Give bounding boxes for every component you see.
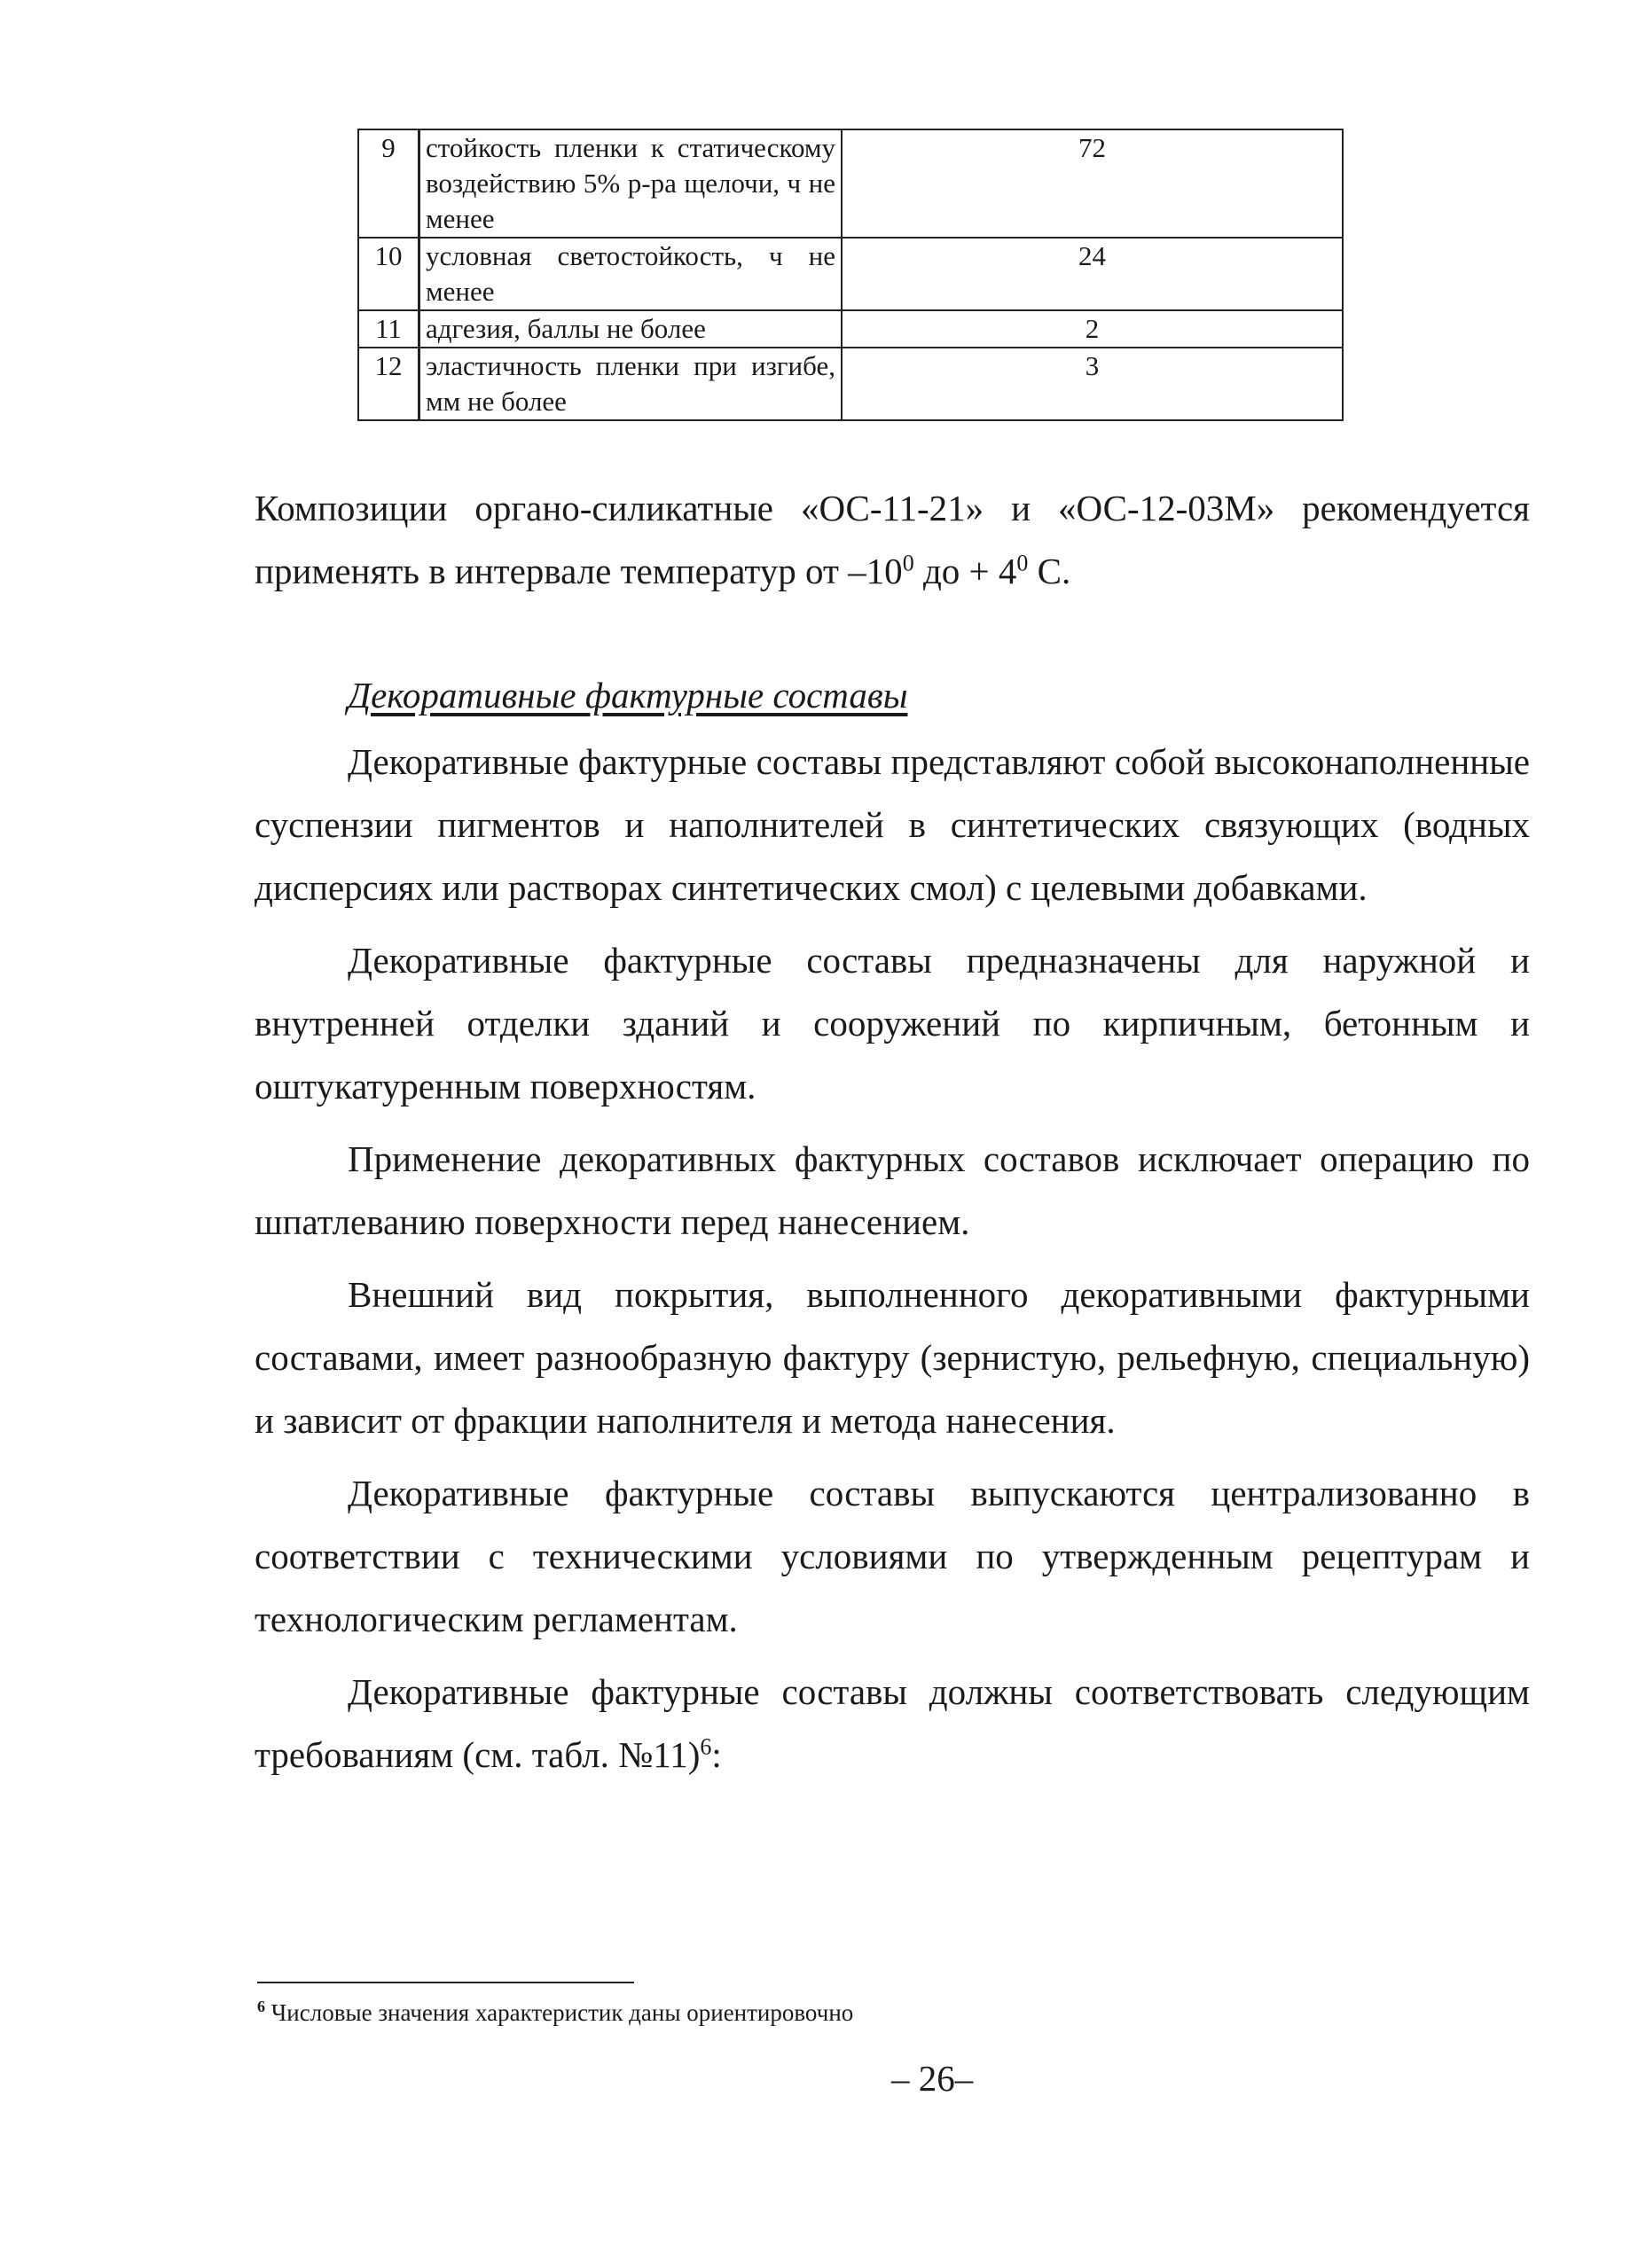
table-row (358, 348, 1343, 420)
row-number: 10 (358, 238, 419, 310)
section-body (255, 731, 1530, 1787)
paragraph: Декоративные фактурные составы предназначены для наружной и внутренней отделки зданий и сооружений по кирпичным, бетонным и оштукатуренным поверхностям. (255, 940, 1530, 1107)
page-number: – 26– (891, 2058, 974, 2099)
table-row (358, 310, 1343, 348)
paragraph: Применение декоративных фактурных составов исключает операцию по шпатлеванию поверхности перед нанесением. (255, 1138, 1530, 1242)
footnote-divider (257, 1982, 634, 1983)
spec-table (357, 129, 1344, 421)
paragraph-text: Декоративные фактурные составы должны соответствовать следующим требованиям (см. табл. №11) (255, 1671, 1530, 1775)
table-row (358, 238, 1343, 310)
row-description: эластичность пленки при изгибе, мм не более (419, 348, 843, 420)
footnote-reference: 6 (700, 1733, 712, 1760)
paragraph: Внешний вид покрытия, выполненного декоративными фактурными составами, имеет разнообразную фактуру (зернистую, рельефную, специальную) и зависит от фракции наполнителя и метода нанесения. (255, 1274, 1530, 1441)
row-value: 24 (842, 238, 1343, 310)
row-description: стойкость пленки к статическому воздействию 5% р-ра щелочи, ч не менее (419, 129, 843, 238)
intro-paragraph (255, 477, 1530, 603)
row-description: условная светостойкость, ч не менее (419, 238, 843, 310)
paragraph: Декоративные фактурные составы выпускаются централизованно в соответствии с техническими условиями по утвержденным рецептурам и технологическим регламентам. (255, 1473, 1530, 1639)
section-heading: Декоративные фактурные составы (348, 675, 908, 716)
row-number: 11 (358, 310, 419, 348)
footnote-text: Числовые значения характеристик даны ориентировочно (265, 1999, 854, 2026)
row-number: 12 (358, 348, 419, 420)
row-value: 72 (842, 129, 1343, 238)
degree-superscript: 0 (1016, 550, 1029, 576)
intro-text-end: С. (1028, 551, 1071, 591)
footnote-mark: 6 (257, 1998, 265, 2015)
intro-block (255, 477, 1530, 603)
paragraph: Декоративные фактурные составы представляют собой высоконаполненные суспензии пигментов и наполнителей в синтетических связующих (водных дисперсиях или растворах синтетических смол) с целевыми добавками. (255, 741, 1530, 908)
degree-superscript: 0 (902, 550, 914, 576)
row-description: адгезия, баллы не более (419, 310, 843, 348)
row-number: 9 (358, 129, 419, 238)
row-value: 2 (842, 310, 1343, 348)
intro-text: Композиции органо-силикатные «ОС-11-21» и «ОС-12-03М» рекомендуется применять в интервале температур от –10 (255, 488, 1530, 591)
paragraph-last (255, 1661, 1530, 1787)
row-value: 3 (842, 348, 1343, 420)
intro-text-mid: до + 4 (913, 551, 1017, 591)
paragraph-end: : (711, 1734, 722, 1775)
table-row (358, 129, 1343, 238)
footnote (257, 1995, 853, 2030)
